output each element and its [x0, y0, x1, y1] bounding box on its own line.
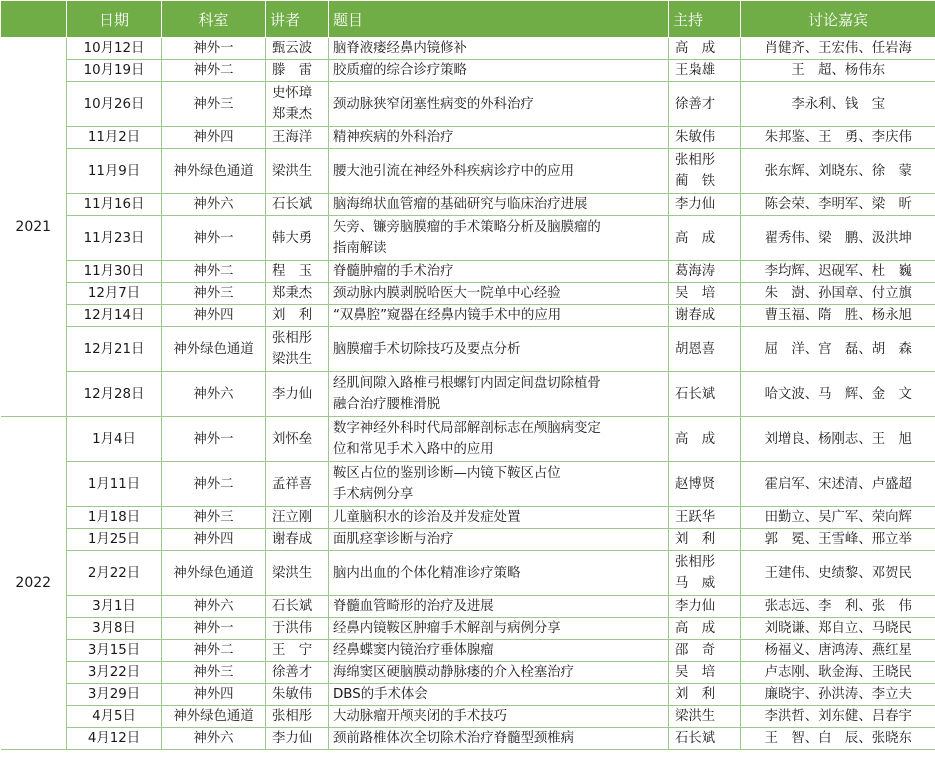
speaker-cell: 朱敏伟: [266, 684, 329, 706]
table-row: [1, 507, 935, 529]
table-row: [1, 82, 935, 127]
dept-cell: 神外二: [162, 640, 266, 662]
host-cell: 王枭雄: [669, 60, 741, 82]
topic-cell: 经鼻内镜鞍区肿瘤手术解剖与病例分享: [329, 618, 669, 640]
date-cell: 1月11日: [67, 462, 162, 507]
host-cell: 徐善才: [669, 82, 741, 127]
topic-cell: 经鼻蝶窦内镜治疗垂体腺瘤: [329, 640, 669, 662]
speaker-cell: 徐善才: [266, 662, 329, 684]
table-row: [1, 706, 935, 728]
speaker-cell: 李力仙: [266, 728, 329, 750]
table-row: [1, 417, 935, 462]
guests-cell: 朱 澍、孙国章、付立旗: [741, 283, 935, 305]
guests-cell: 廉晓宇、孙洪涛、李立夫: [741, 684, 935, 706]
topic-cell: 颈动脉狭窄闭塞性病变的外科治疗: [329, 82, 669, 127]
cell-line: 鞍区占位的鉴别诊断—内镜下鞍区占位: [333, 466, 561, 481]
date-cell: 2月22日: [67, 551, 162, 596]
guests-cell: 哈文波、马 辉、金 文: [741, 372, 935, 417]
cell-line: 史怀璋: [272, 86, 313, 101]
cell-line: 马 威: [675, 576, 716, 591]
topic-cell: 儿童脑积水的诊治及并发症处置: [329, 507, 669, 529]
speaker-cell: 程 玉: [266, 261, 329, 283]
speaker-cell: [266, 82, 329, 127]
speaker-cell: 郑秉杰: [266, 283, 329, 305]
topic-cell: 腰大池引流在神经外科疾病诊疗中的应用: [329, 149, 669, 194]
guests-cell: 王建伟、史绩黎、邓贺民: [741, 551, 935, 596]
speaker-cell: 石长斌: [266, 194, 329, 216]
cell-line: 数字神经外科时代局部解剖标志在颅脑病变定: [333, 421, 601, 436]
table-row: [1, 127, 935, 149]
table-row: [1, 283, 935, 305]
speaker-cell: 韩大勇: [266, 216, 329, 261]
date-cell: 10月26日: [67, 82, 162, 127]
host-cell: 高 成: [669, 618, 741, 640]
topic-cell: 脑内出血的个体化精准诊疗策略: [329, 551, 669, 596]
date-cell: 10月19日: [67, 60, 162, 82]
cell-line: 手术病例分享: [333, 487, 414, 502]
dept-cell: 神外绿色通道: [162, 327, 266, 372]
guests-cell: 卢志刚、耿金海、王晓民: [741, 662, 935, 684]
speaker-cell: 甄云波: [266, 38, 329, 60]
date-cell: 11月16日: [67, 194, 162, 216]
dept-cell: 神外二: [162, 261, 266, 283]
host-cell: 谢春成: [669, 305, 741, 327]
host-cell: 李力仙: [669, 596, 741, 618]
guests-cell: 陈会荣、李明军、梁 昕: [741, 194, 935, 216]
table-row: [1, 596, 935, 618]
speaker-cell: 梁洪生: [266, 551, 329, 596]
topic-cell: 脊髓血管畸形的治疗及进展: [329, 596, 669, 618]
topic-cell: 脑海绵状血管瘤的基础研究与临床治疗进展: [329, 194, 669, 216]
cell-line: 郑秉杰: [272, 107, 313, 122]
dept-cell: 神外六: [162, 194, 266, 216]
table-row: [1, 662, 935, 684]
host-cell: 高 成: [669, 417, 741, 462]
speaker-cell: 李力仙: [266, 372, 329, 417]
speaker-cell: 刘 利: [266, 305, 329, 327]
table-row: [1, 551, 935, 596]
dept-cell: 神外三: [162, 507, 266, 529]
speaker-cell: 梁洪生: [266, 149, 329, 194]
host-cell: 朱敏伟: [669, 127, 741, 149]
topic-cell: 大动脉瘤开颅夹闭的手术技巧: [329, 706, 669, 728]
topic-cell: 脑膜瘤手术切除技巧及要点分析: [329, 327, 669, 372]
header-guests: 讨论嘉宾: [741, 1, 935, 38]
table-row: [1, 149, 935, 194]
host-cell: 王跃华: [669, 507, 741, 529]
header-date: 日期: [67, 1, 162, 38]
topic-cell: 胶质瘤的综合诊疗策略: [329, 60, 669, 82]
dept-cell: 神外一: [162, 618, 266, 640]
host-cell: 胡恩喜: [669, 327, 741, 372]
dept-cell: 神外三: [162, 82, 266, 127]
table-row: [1, 327, 935, 372]
dept-cell: 神外二: [162, 462, 266, 507]
host-cell: [669, 551, 741, 596]
date-cell: 12月21日: [67, 327, 162, 372]
guests-cell: 刘晓谦、郑自立、马晓民: [741, 618, 935, 640]
guests-cell: 张东辉、刘晓东、徐 蒙: [741, 149, 935, 194]
topic-cell: [329, 372, 669, 417]
host-cell: 刘 利: [669, 529, 741, 551]
dept-cell: 神外六: [162, 596, 266, 618]
dept-cell: 神外一: [162, 38, 266, 60]
cell-line: 指南解读: [333, 241, 387, 256]
dept-cell: 神外六: [162, 728, 266, 750]
guests-cell: 霍启军、宋述清、卢盛超: [741, 462, 935, 507]
speaker-cell: 石长斌: [266, 596, 329, 618]
table-row: [1, 618, 935, 640]
guests-cell: 杨福义、唐鸿涛、燕红星: [741, 640, 935, 662]
speaker-cell: 刘怀垒: [266, 417, 329, 462]
date-cell: 3月22日: [67, 662, 162, 684]
date-cell: 1月18日: [67, 507, 162, 529]
dept-cell: 神外四: [162, 529, 266, 551]
cell-line: 张相彤: [675, 555, 716, 570]
cell-line: 融合治疗腰椎滑脱: [333, 397, 441, 412]
topic-cell: DBS的手术体会: [329, 684, 669, 706]
guests-cell: 曹玉福、隋 胜、杨永旭: [741, 305, 935, 327]
topic-cell: 海绵窦区硬脑膜动静脉瘘的介入栓塞治疗: [329, 662, 669, 684]
guests-cell: 肖健齐、王宏伟、任岩海: [741, 38, 935, 60]
speaker-cell: 谢春成: [266, 529, 329, 551]
host-cell: 邵 奇: [669, 640, 741, 662]
table-row: [1, 529, 935, 551]
cell-line: 经肌间隙入路椎弓根螺钉内固定间盘切除植骨: [333, 376, 601, 391]
host-cell: 吴 培: [669, 662, 741, 684]
date-cell: 3月29日: [67, 684, 162, 706]
speaker-cell: 滕 雷: [266, 60, 329, 82]
topic-cell: 颈前路椎体次全切除术治疗脊髓型颈椎病: [329, 728, 669, 750]
table-row: [1, 684, 935, 706]
speaker-cell: 于洪伟: [266, 618, 329, 640]
cell-line: 位和常见手术入路中的应用: [333, 442, 494, 457]
date-cell: 11月23日: [67, 216, 162, 261]
header-speaker: 讲者: [266, 1, 329, 38]
cell-line: 梁洪生: [272, 352, 313, 367]
topic-cell: “双鼻腔”窥器在经鼻内镜手术中的应用: [329, 305, 669, 327]
host-cell: 刘 利: [669, 684, 741, 706]
table-row: [1, 216, 935, 261]
table-row: [1, 462, 935, 507]
topic-cell: 面肌痉挛诊断与治疗: [329, 529, 669, 551]
header-dept: 科室: [162, 1, 266, 38]
cell-line: 张相彤: [272, 331, 313, 346]
host-cell: 石长斌: [669, 372, 741, 417]
table-row: [1, 261, 935, 283]
dept-cell: 神外三: [162, 662, 266, 684]
guests-cell: 王 超、杨伟东: [741, 60, 935, 82]
table-row: [1, 38, 935, 60]
cell-line: 张相彤: [675, 153, 716, 168]
table-row: [1, 60, 935, 82]
date-cell: 4月5日: [67, 706, 162, 728]
topic-cell: [329, 417, 669, 462]
dept-cell: 神外四: [162, 684, 266, 706]
cell-line: 矢旁、镰旁脑膜瘤的手术策略分析及脑膜瘤的: [333, 220, 601, 235]
table-row: [1, 640, 935, 662]
guests-cell: 郭 冕、王雪峰、邢立举: [741, 529, 935, 551]
speaker-cell: 王海洋: [266, 127, 329, 149]
dept-cell: 神外绿色通道: [162, 551, 266, 596]
dept-cell: 神外绿色通道: [162, 149, 266, 194]
host-cell: 李力仙: [669, 194, 741, 216]
date-cell: 3月8日: [67, 618, 162, 640]
header-host: 主持: [669, 1, 741, 38]
host-cell: 赵博贤: [669, 462, 741, 507]
host-cell: 石长斌: [669, 728, 741, 750]
guests-cell: 张志远、李 利、张 伟: [741, 596, 935, 618]
dept-cell: 神外二: [162, 60, 266, 82]
table-body: [1, 38, 935, 750]
host-cell: 高 成: [669, 38, 741, 60]
table-row: [1, 194, 935, 216]
table-row: [1, 372, 935, 417]
guests-cell: 田勤立、吴广军、荣向辉: [741, 507, 935, 529]
date-cell: 11月9日: [67, 149, 162, 194]
host-cell: 吴 培: [669, 283, 741, 305]
dept-cell: 神外一: [162, 417, 266, 462]
date-cell: 3月1日: [67, 596, 162, 618]
host-cell: [669, 149, 741, 194]
topic-cell: 脑脊液瘘经鼻内镜修补: [329, 38, 669, 60]
guests-cell: 李永利、钱 宝: [741, 82, 935, 127]
date-cell: 1月25日: [67, 529, 162, 551]
header-row: [1, 1, 935, 38]
year-cell: 2022: [1, 417, 67, 750]
speaker-cell: 王 宁: [266, 640, 329, 662]
year-cell: 2021: [1, 38, 67, 417]
topic-cell: 脊髓肿瘤的手术治疗: [329, 261, 669, 283]
dept-cell: 神外绿色通道: [162, 706, 266, 728]
date-cell: 12月7日: [67, 283, 162, 305]
date-cell: 3月15日: [67, 640, 162, 662]
date-cell: 1月4日: [67, 417, 162, 462]
host-cell: 葛海涛: [669, 261, 741, 283]
topic-cell: [329, 462, 669, 507]
guests-cell: 李均辉、迟砚军、杜 巍: [741, 261, 935, 283]
date-cell: 10月12日: [67, 38, 162, 60]
date-cell: 12月28日: [67, 372, 162, 417]
topic-cell: 颈动脉内膜剥脱哈医大一院单中心经验: [329, 283, 669, 305]
speaker-cell: 孟祥喜: [266, 462, 329, 507]
date-cell: 12月14日: [67, 305, 162, 327]
dept-cell: 神外四: [162, 127, 266, 149]
table-row: [1, 728, 935, 750]
table-row: [1, 305, 935, 327]
dept-cell: 神外四: [162, 305, 266, 327]
guests-cell: 翟秀伟、梁 鹏、汲洪坤: [741, 216, 935, 261]
date-cell: 11月30日: [67, 261, 162, 283]
speaker-cell: [266, 327, 329, 372]
topic-cell: 精神疾病的外科治疗: [329, 127, 669, 149]
host-cell: 梁洪生: [669, 706, 741, 728]
dept-cell: 神外一: [162, 216, 266, 261]
dept-cell: 神外六: [162, 372, 266, 417]
guests-cell: 李洪哲、刘东健、吕春宇: [741, 706, 935, 728]
header-topic: 题目: [329, 1, 669, 38]
date-cell: 4月12日: [67, 728, 162, 750]
host-cell: 高 成: [669, 216, 741, 261]
date-cell: 11月2日: [67, 127, 162, 149]
speaker-cell: 张相彤: [266, 706, 329, 728]
guests-cell: 屈 洋、宫 磊、胡 森: [741, 327, 935, 372]
guests-cell: 王 智、白 辰、张晓东: [741, 728, 935, 750]
guests-cell: 朱邦鉴、王 勇、李庆伟: [741, 127, 935, 149]
cell-line: 蔺 铁: [675, 174, 716, 189]
header-year: [1, 1, 67, 38]
speaker-cell: 汪立刚: [266, 507, 329, 529]
guests-cell: 刘增良、杨刚志、王 旭: [741, 417, 935, 462]
topic-cell: [329, 216, 669, 261]
dept-cell: 神外三: [162, 283, 266, 305]
